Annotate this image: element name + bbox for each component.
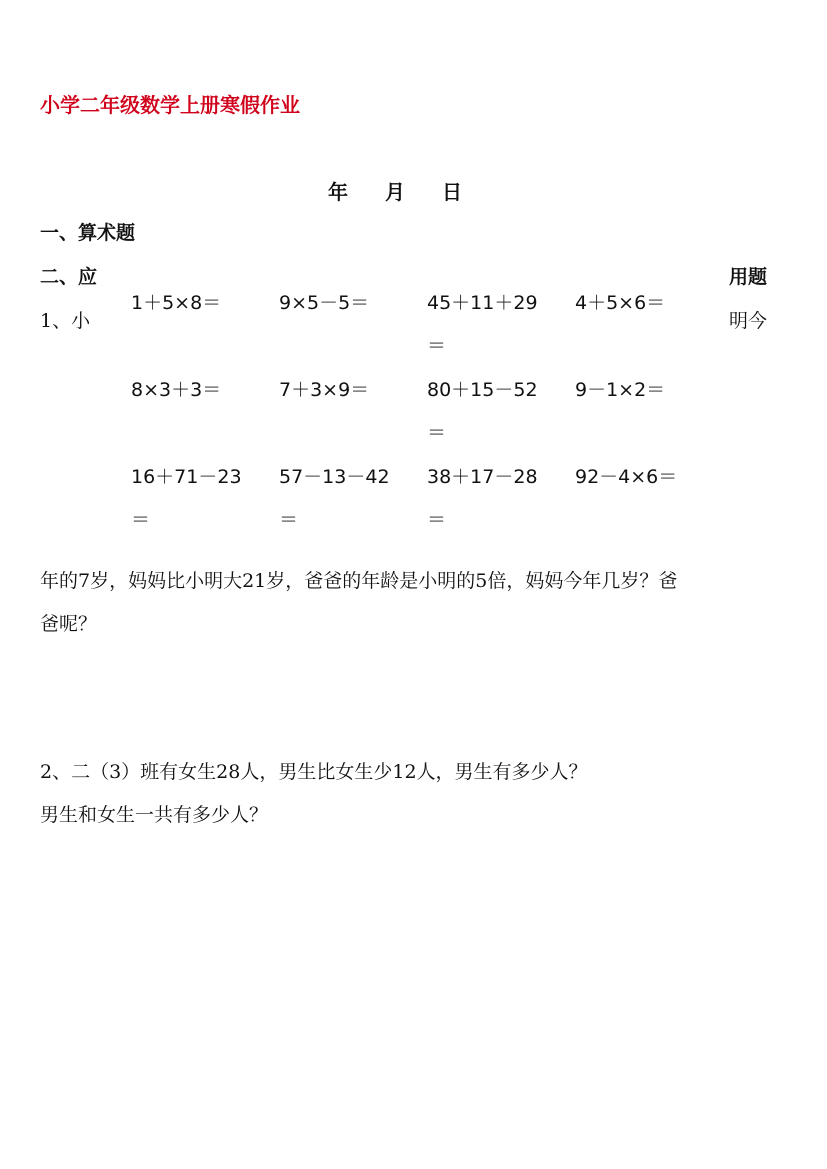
question-2-text-line2: 男生和女生一共有多少人？ [40,804,269,826]
question-1-prefix: 1、小 [40,310,91,332]
equation-r2c3-equals: ＝ [427,422,447,444]
date-year-label: 年 [328,180,348,204]
equation-r1c1: 1＋5×8＝ [131,292,222,314]
date-month-label: 月 [385,180,405,204]
equation-r2c3: 80＋15－52 [427,379,538,401]
equation-r2c4: 9－1×2＝ [575,379,666,401]
equation-r3c2-equals: ＝ [279,509,299,531]
equation-r3c2: 57－13－42 [279,466,390,488]
section-arithmetic-heading: 一、算术题 [40,222,136,244]
worksheet-title: 小学二年级数学上册寒假作业 [40,93,300,117]
equation-r1c3-equals: ＝ [427,335,447,357]
section-word-problems-heading-right: 用题 [729,266,768,288]
equation-r3c4: 92－4×6＝ [575,466,678,488]
section-word-problems-heading-left: 二、应 [40,266,98,288]
equation-r3c1: 16＋71－23 [131,466,242,488]
question-1-text-line2: 爸呢？ [40,613,98,635]
equation-r1c2: 9×5－5＝ [279,292,370,314]
equation-r2c2: 7＋3×9＝ [279,379,370,401]
question-1-prefix-right: 明今 [729,310,768,332]
question-1-text-line1: 年的7岁，妈妈比小明大21岁，爸爸的年龄是小明的5倍，妈妈今年几岁？爸 [40,570,678,592]
equation-r3c1-equals: ＝ [131,509,151,531]
date-day-label: 日 [442,180,462,204]
equation-r1c3: 45＋11＋29 [427,292,538,314]
equation-r1c4: 4＋5×6＝ [575,292,666,314]
equation-r3c3: 38＋17－28 [427,466,538,488]
equation-r2c1: 8×3＋3＝ [131,379,222,401]
equation-r3c3-equals: ＝ [427,509,447,531]
question-2-text-line1: 2、二（3）班有女生28人，男生比女生少12人，男生有多少人？ [40,761,588,783]
